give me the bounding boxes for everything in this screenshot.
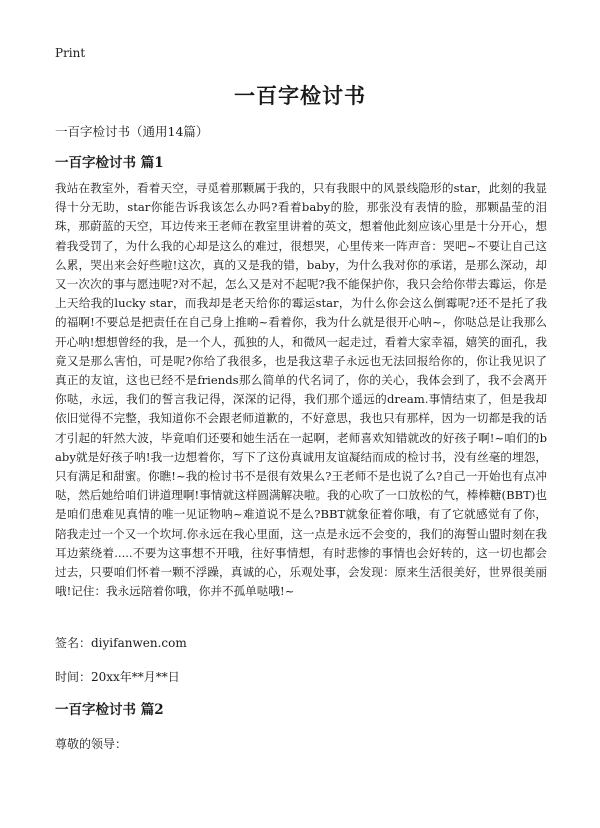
document-subtitle: 一百字检讨书（通用14篇） — [55, 124, 209, 139]
section-2-greeting: 尊敬的领导： — [55, 737, 128, 751]
date-line: 时间：20xx年**月**日 — [55, 670, 180, 684]
section-2-heading: 一百字检讨书 篇2 — [55, 702, 164, 718]
signature-line: 签名：diyifanwen.com — [55, 636, 187, 650]
print-link[interactable]: Print — [55, 46, 86, 60]
document-title: 一百字检讨书 — [234, 83, 366, 108]
section-1-heading: 一百字检讨书 篇1 — [55, 155, 164, 171]
section-1-body: 我站在教室外，看着天空，寻觅着那颗属于我的，只有我眼中的风景线隐形的star，此刻的我显得十分无助，star你能告诉我该怎么办吗?看着baby的脸，那张没有表情的脸，那颗晶莹的泪珠，那蔚蓝的天空，耳边传来王老师在教室里讲着的英文，想着他此刻应该心里是十分开心，想着我受罚了，为什么我的心却是这么的难过，很想哭，心里传来一阵声音：哭吧~不要让自己这么累，哭出来会好些啦!这次，真的又是我的错，baby，为什么我对你的承诺，是那么深动，却又一次次的事与愿违呢?对不起，怎么又是对不起呢?我不能保护你，我只会给你带去霉运，你是上天给我的lucky star，而我却是老天给你的霉运star，为什么你会这么倒霉呢?还不是托了我的福啊!不要总是把责任在自己身上推啲~看着你，我为什么就是很开心呐~，你哒总是让我那么开心呐!想想曾经的我，是一个人，孤独的人，和微风一起走过，看着大家幸福，嬉笑的面孔，我竟又是那么害怕，可是呢?你给了我很多，也是我这辈子永远也无法回报给你的，你让我见识了真正的友谊，这也已经不是friends那么简单的代名词了，你的关心，我体会到了，我不会离开你哒，永远，我们的誓言我记得，深深的记得，我们那个遥远的dream.事情结束了，但是我却依旧觉得不完整，我知道你不会跟老师道歉的，不好意思，我也只有那样，因为一切都是我的话才引起的轩然大波，毕竟咱们还要和她生活在一起啊，老师喜欢知错就改的好孩子啊!~咱们的baby就是好孩子呐!我一边想着你，写下了这份真诚用友谊凝结而成的检讨书，没有丝毫的埋怨，只有满足和甜蜜。你瞧!~我的检讨书不是很有效果么?王老师不是也说了么?自己一开始也有点冲哒，然后她给咱们讲道理啊!事情就这样圆满解决啦。我的心吹了一口放松的气，棒棒糖(BBT)也是咱们患难见真情的唯一见证物呐~难道说不是么?BBT就象征着你哦，有了它就感觉有了你，陪我走过一个又一个坎坷.你永远在我心里面，这一点是永远不会变的，我们的海誓山盟时刻在我耳边萦绕着.....不要为这事想不开哦，往好事情想，有时悲惨的事情也会好转的，这一切也都会过去，只要咱们怀着一颗不浮躁，真诚的心，乐观处事，会发现：原来生活很美好，世界很美丽哦!记住：我永远陪着你哦，你并不孤单哒哦!~ — [55, 181, 547, 599]
